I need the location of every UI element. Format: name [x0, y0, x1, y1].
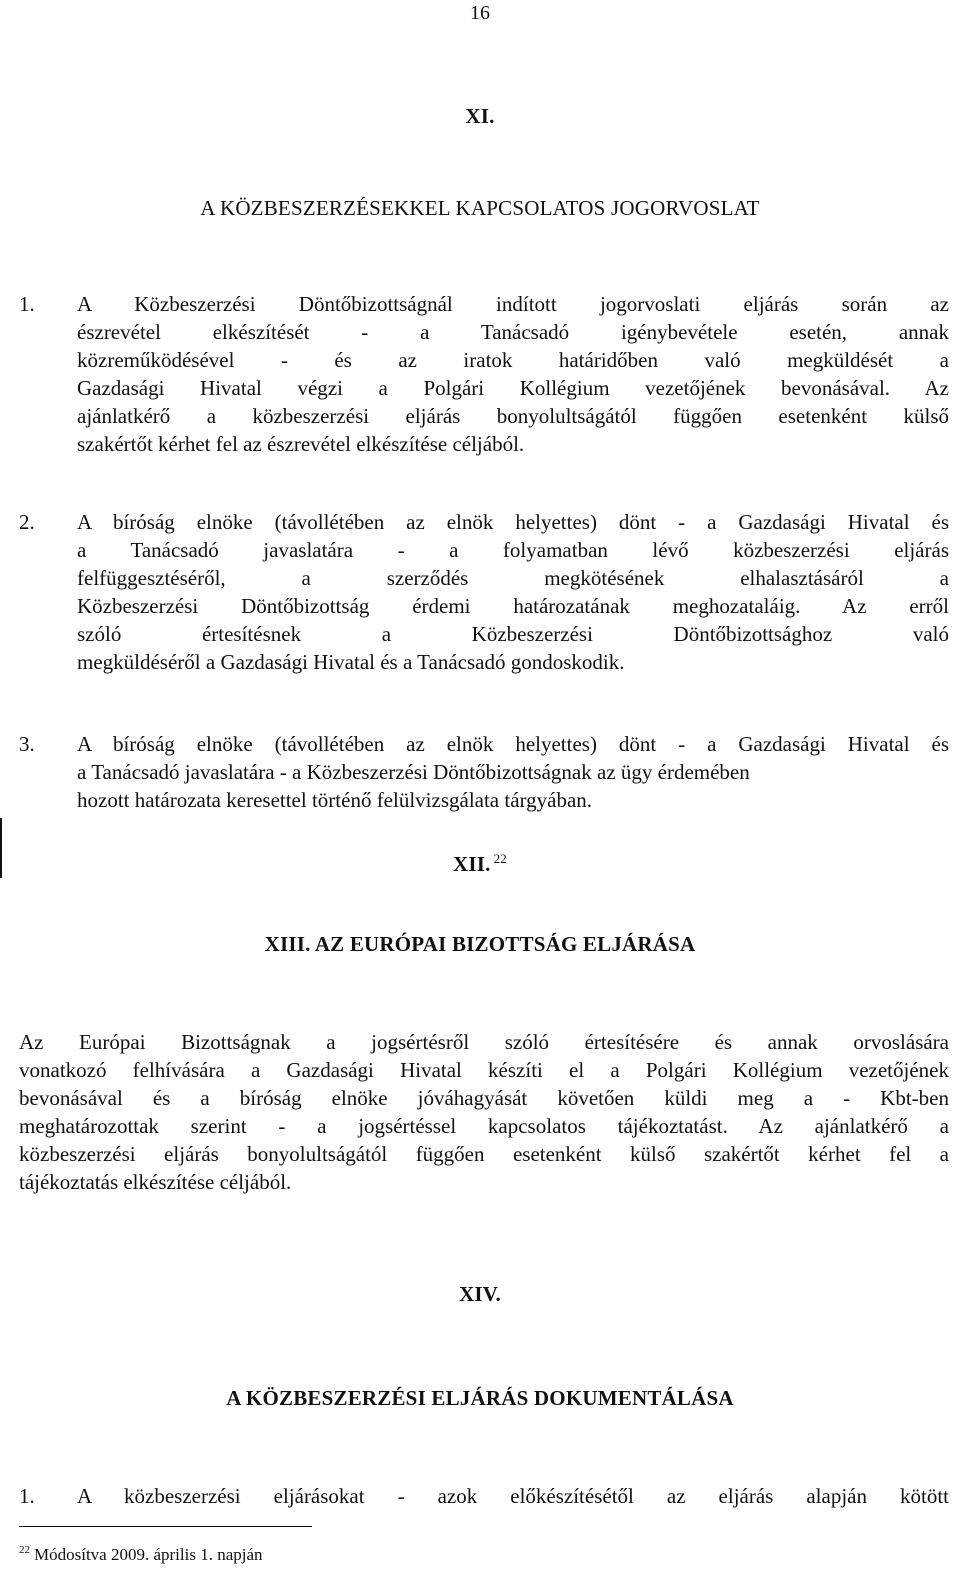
paragraph-line: a Tanácsadó javaslatára - a folyamatban lévő közbeszerzési eljárás: [77, 538, 949, 562]
paragraph-line: A Közbeszerzési Döntőbizottságnál indított jogorvoslati eljárás során az: [77, 292, 949, 316]
paragraph-line: Az Európai Bizottságnak a jogsértésről szóló értesítésére és annak orvoslására: [19, 1030, 949, 1054]
section-xiv-paragraph-1: [77, 1482, 949, 1510]
paragraph-line: közreműködésével - és az iratok határidőben való megküldését a: [77, 348, 949, 372]
paragraph-line: A közbeszerzési eljárásokat - azok előkészítésétől az eljárás alapján kötött: [77, 1484, 949, 1508]
section-xiii-heading: XIII. AZ EURÓPAI BIZOTTSÁG ELJÁRÁSA: [264, 932, 696, 956]
paragraph-line: A bíróság elnöke (távollétében az elnök helyettes) dönt - a Gazdasági Hivatal és: [77, 732, 949, 756]
paragraph-line: észrevétel elkészítését - a Tanácsadó igénybevétele esetén, annak: [77, 320, 949, 344]
section-xiv-title: XIV.: [459, 1282, 501, 1306]
paragraph-2-number: 2.: [19, 510, 35, 534]
section-xii-title: [0, 850, 960, 878]
paragraph-line: megküldéséről a Gazdasági Hivatal és a Tanácsadó gondoskodik.: [77, 650, 625, 674]
paragraph-line: közbeszerzési eljárás bonyolultságától függően esetenként külső szakértőt kérhet fel a: [19, 1142, 949, 1166]
paragraph-1-number: 1.: [19, 292, 35, 316]
paragraph-line: meghatározottak szerint - a jogsértéssel kapcsolatos tájékoztatást. Az ajánlatkérő a: [19, 1114, 949, 1138]
paragraph-1: [77, 290, 949, 458]
footnote-reference: 22: [493, 851, 507, 866]
paragraph-line: a Tanácsadó javaslatára - a Közbeszerzési Döntőbizottságnak az ügy érdemében: [77, 760, 750, 784]
section-xiv-heading: A KÖZBESZERZÉSI ELJÁRÁS DOKUMENTÁLÁSA: [226, 1386, 734, 1410]
paragraph-line: ajánlatkérő a közbeszerzési eljárás bonyolultságától függően esetenként külső: [77, 404, 949, 428]
paragraph-line: felfüggesztéséről, a szerződés megkötésének elhalasztásáról a: [77, 566, 949, 590]
paragraph-3-number: 3.: [19, 732, 35, 756]
section-xi-heading: A KÖZBESZERZÉSEKKEL KAPCSOLATOS JOGORVOSLAT: [200, 196, 760, 220]
paragraph-line: szóló értesítésnek a Közbeszerzési Döntőbizottsághoz való: [77, 622, 949, 646]
paragraph-3: [77, 730, 949, 814]
paragraph-line: A bíróság elnöke (távollétében az elnök helyettes) dönt - a Gazdasági Hivatal és: [77, 510, 949, 534]
section-xiv-paragraph-1-number: 1.: [19, 1484, 35, 1508]
footnote: [19, 1544, 263, 1566]
footnote-rule: [19, 1526, 312, 1527]
page-number: 16: [470, 2, 490, 24]
paragraph-line: vonatkozó felhívására a Gazdasági Hivatal készíti el a Polgári Kollégium vezetőjének: [19, 1058, 949, 1082]
paragraph-line: tájékoztatás elkészítése céljából.: [19, 1170, 292, 1194]
footnote-text: Módosítva 2009. április 1. napján: [34, 1545, 263, 1564]
section-xi-title: XI.: [465, 104, 495, 128]
section-xiii-paragraph: [19, 1028, 949, 1196]
paragraph-line: szakértőt kérhet fel az észrevétel elkészítése céljából.: [77, 432, 525, 456]
footnote-mark: 22: [19, 1544, 30, 1557]
paragraph-line: hozott határozata keresettel történő felülvizsgálata tárgyában.: [77, 788, 593, 812]
paragraph-line: Gazdasági Hivatal végzi a Polgári Kollégium vezetőjének bevonásával. Az: [77, 376, 949, 400]
paragraph-2: [77, 508, 949, 676]
paragraph-line: bevonásával és a bíróság elnöke jóváhagyását követően küldi meg a - Kbt-ben: [19, 1086, 949, 1110]
section-xii-title-text: XII.: [453, 852, 491, 876]
paragraph-line: Közbeszerzési Döntőbizottság érdemi határozatának meghozataláig. Az erről: [77, 594, 949, 618]
